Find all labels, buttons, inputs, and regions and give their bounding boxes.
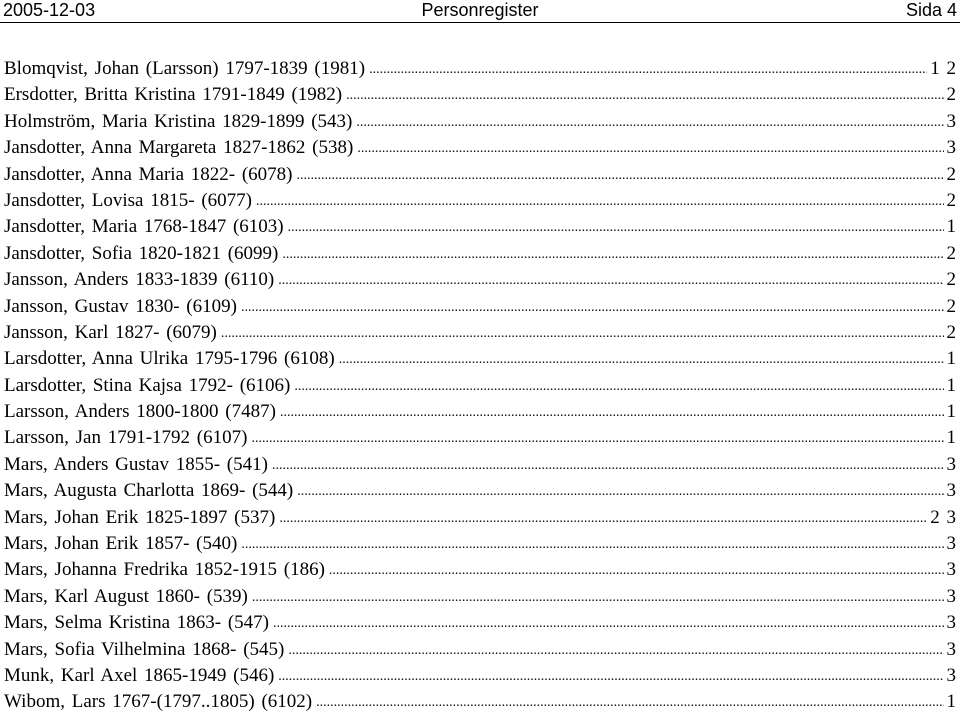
index-entry bbox=[4, 478, 956, 504]
entry-pages: 1 bbox=[946, 427, 956, 449]
dot-leader bbox=[256, 189, 944, 214]
entry-pages: 3 bbox=[946, 110, 956, 132]
entry-pages: 2 bbox=[946, 295, 956, 317]
dot-leader bbox=[280, 400, 944, 425]
entry-pages: 1 bbox=[946, 216, 956, 238]
entry-pages: 2 bbox=[946, 321, 956, 343]
index-entry bbox=[4, 162, 956, 188]
entry-name: Mars, Johanna Fredrika 1852-1915 (186) bbox=[4, 559, 325, 581]
index-entry bbox=[4, 452, 956, 478]
entry-name: Larsson, Jan 1791-1792 (6107) bbox=[4, 427, 248, 449]
entry-pages: 3 bbox=[946, 664, 956, 686]
dot-leader bbox=[329, 558, 944, 583]
dot-leader bbox=[288, 638, 943, 663]
entry-name: Holmström, Maria Kristina 1829-1899 (543) bbox=[4, 110, 353, 132]
entry-name: Jansdotter, Sofia 1820-1821 (6099) bbox=[4, 242, 279, 264]
entry-pages: 3 bbox=[946, 559, 956, 581]
entry-name: Mars, Johan Erik 1857- (540) bbox=[4, 533, 238, 555]
index-entry bbox=[4, 399, 956, 425]
entry-name: Larsdotter, Anna Ulrika 1795-1796 (6108) bbox=[4, 348, 335, 370]
entry-pages: 2 bbox=[946, 84, 956, 106]
index-entry bbox=[4, 663, 956, 689]
index-entry bbox=[4, 373, 956, 399]
index-entry bbox=[4, 294, 956, 320]
header-date: 2005-12-03 bbox=[3, 0, 96, 20]
dot-leader bbox=[346, 83, 943, 108]
entry-name: Jansson, Gustav 1830- (6109) bbox=[4, 295, 237, 317]
entry-pages: 2 bbox=[946, 189, 956, 211]
dot-leader bbox=[316, 690, 943, 715]
entry-pages: 3 bbox=[946, 533, 956, 555]
index-entry bbox=[4, 584, 956, 610]
entry-pages: 2 bbox=[946, 269, 956, 291]
dot-leader bbox=[252, 585, 944, 610]
dot-leader bbox=[288, 215, 944, 240]
index-entry bbox=[4, 188, 956, 214]
entry-pages: 3 bbox=[946, 480, 956, 502]
entry-pages: 1 bbox=[946, 691, 956, 713]
entry-name: Larsson, Anders 1800-1800 (7487) bbox=[4, 401, 276, 423]
index-entry bbox=[4, 346, 956, 372]
dot-leader bbox=[296, 163, 943, 188]
index-entry bbox=[4, 82, 956, 108]
entry-name: Jansdotter, Maria 1768-1847 (6103) bbox=[4, 216, 284, 238]
dot-leader bbox=[369, 57, 927, 82]
entry-name: Munk, Karl Axel 1865-1949 (546) bbox=[4, 664, 275, 686]
dot-leader bbox=[241, 532, 943, 557]
entry-name: Mars, Anders Gustav 1855- (541) bbox=[4, 453, 268, 475]
dot-leader bbox=[273, 611, 944, 636]
entry-name: Mars, Augusta Charlotta 1869- (544) bbox=[4, 480, 294, 502]
header-title: Personregister bbox=[421, 0, 539, 20]
header-page-number: Sida 4 bbox=[905, 0, 957, 20]
entry-pages: 2 bbox=[946, 242, 956, 264]
dot-leader bbox=[278, 664, 943, 689]
entry-pages: 1 2 bbox=[930, 58, 956, 79]
entry-pages: 3 bbox=[946, 137, 956, 159]
index-entry bbox=[4, 56, 956, 82]
entry-pages: 1 bbox=[946, 401, 956, 423]
entry-pages: 3 bbox=[946, 612, 956, 634]
index-entry bbox=[4, 557, 956, 583]
entry-name: Jansson, Karl 1827- (6079) bbox=[4, 321, 217, 343]
page-header bbox=[0, 0, 960, 22]
entry-name: Mars, Sofia Vilhelmina 1868- (545) bbox=[4, 638, 285, 660]
entry-name: Blomqvist, Johan (Larsson) 1797-1839 (1981) bbox=[4, 58, 366, 79]
entry-pages: 3 bbox=[946, 638, 956, 660]
entry-name: Mars, Selma Kristina 1863- (547) bbox=[4, 612, 269, 634]
index-entry bbox=[4, 637, 956, 663]
dot-leader bbox=[272, 453, 944, 478]
dot-leader bbox=[339, 347, 944, 372]
dot-leader bbox=[282, 242, 943, 267]
index-entry bbox=[4, 267, 956, 293]
dot-leader bbox=[221, 321, 944, 346]
dot-leader bbox=[251, 426, 943, 451]
entry-pages: 2 bbox=[946, 163, 956, 185]
entry-name: Jansdotter, Lovisa 1815- (6077) bbox=[4, 189, 252, 211]
entry-name: Jansson, Anders 1833-1839 (6110) bbox=[4, 269, 275, 291]
index-entry bbox=[4, 109, 956, 135]
entry-name: Mars, Karl August 1860- (539) bbox=[4, 585, 248, 607]
index-entry bbox=[4, 689, 956, 715]
entry-pages: 3 bbox=[946, 453, 956, 475]
dot-leader bbox=[278, 268, 943, 293]
entry-name: Jansdotter, Anna Maria 1822- (6078) bbox=[4, 163, 293, 185]
dot-leader bbox=[357, 136, 943, 161]
dot-leader bbox=[241, 295, 944, 320]
entry-name: Mars, Johan Erik 1825-1897 (537) bbox=[4, 506, 276, 528]
entry-name: Larsdotter, Stina Kajsa 1792- (6106) bbox=[4, 374, 291, 396]
header-divider bbox=[0, 22, 960, 23]
person-index-list bbox=[4, 56, 956, 716]
index-entry bbox=[4, 320, 956, 346]
index-entry bbox=[4, 505, 956, 531]
dot-leader bbox=[279, 506, 927, 531]
index-entry bbox=[4, 531, 956, 557]
dot-leader bbox=[356, 110, 943, 135]
entry-pages: 2 3 bbox=[930, 506, 956, 528]
entry-pages: 3 bbox=[946, 585, 956, 607]
index-entry bbox=[4, 610, 956, 636]
entry-pages: 1 bbox=[946, 348, 956, 370]
index-entry bbox=[4, 135, 956, 161]
dot-leader bbox=[297, 479, 943, 504]
index-entry bbox=[4, 214, 956, 240]
index-entry bbox=[4, 241, 956, 267]
entry-name: Wibom, Lars 1767-(1797..1805) (6102) bbox=[4, 691, 313, 713]
index-entry bbox=[4, 425, 956, 451]
dot-leader bbox=[294, 374, 943, 399]
entry-name: Jansdotter, Anna Margareta 1827-1862 (538) bbox=[4, 137, 354, 159]
entry-name: Ersdotter, Britta Kristina 1791-1849 (1982) bbox=[4, 84, 343, 106]
entry-pages: 1 bbox=[946, 374, 956, 396]
